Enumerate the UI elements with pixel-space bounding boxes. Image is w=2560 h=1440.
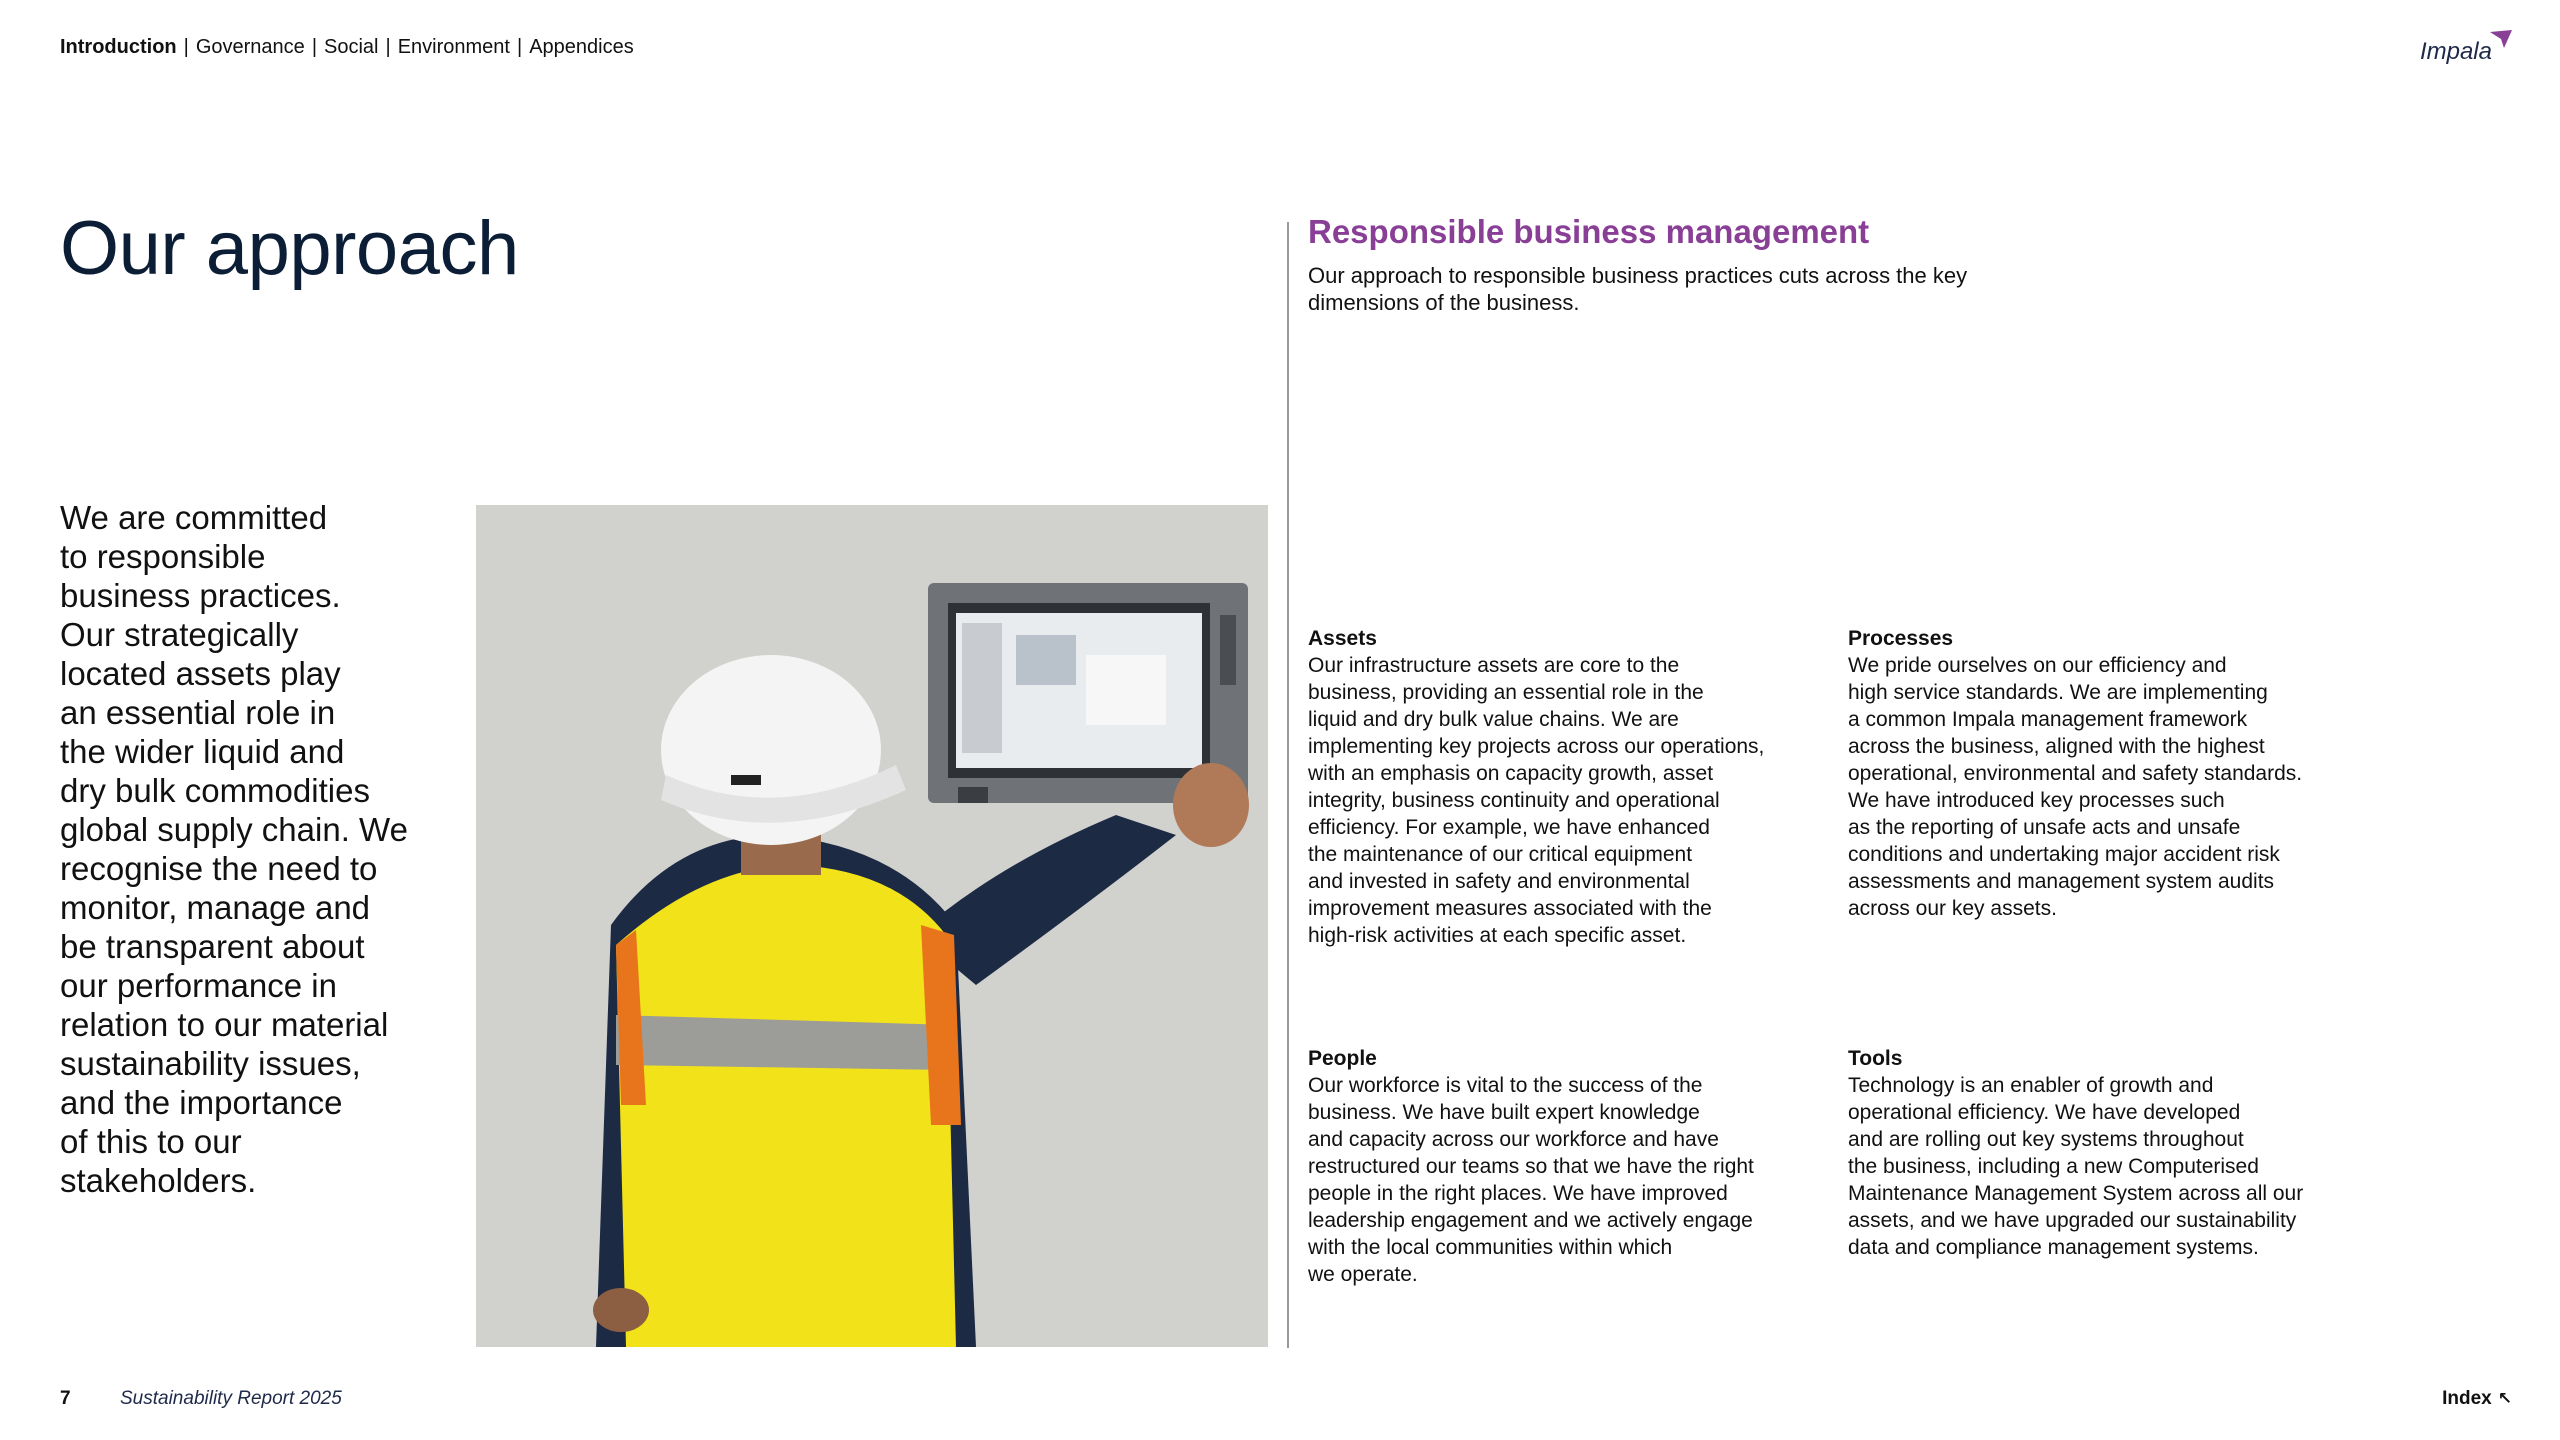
- nav-separator: |: [183, 36, 189, 58]
- tools-block: [1848, 1045, 2368, 1261]
- processes-heading: Processes: [1848, 627, 1954, 650]
- page-number: 7: [60, 1388, 71, 1409]
- processes-block: [1848, 625, 2368, 922]
- nav-separator: |: [516, 36, 523, 58]
- index-label: Index: [2442, 1388, 2492, 1409]
- arrow-up-left-icon: ↖: [2497, 1389, 2512, 1408]
- nav-separator: |: [311, 36, 318, 58]
- nav-social[interactable]: Social: [324, 36, 379, 58]
- column-divider: [1287, 222, 1289, 1348]
- processes-body: We pride ourselves on our efficiency and high service standards. We are implementing a common Impala management framework across the business, aligned with the highest operational, environmental and safety standards. We have introduced key processes such as the reporting of unsafe acts and unsafe conditions and undertaking major accident risk assessments and management system audits across our key assets.: [1848, 654, 2303, 920]
- logo-mark-icon: [2490, 30, 2512, 48]
- assets-body: Our infrastructure assets are core to the business, providing an essential role in the liquid and dry bulk value chains. We are implementing key projects across our operations, with an emphasis on capacity growth, asset integrity, business continuity and operational efficiency. For example, we have enhanced the maintenance of our critical equipment and invested in safety and environmental improvement measures associated with the high-risk activities at each specific asset.: [1308, 654, 1765, 947]
- section-title: Responsible business management: [1308, 213, 1870, 250]
- assets-heading: Assets: [1308, 627, 1377, 650]
- nav-appendices[interactable]: Appendices: [529, 36, 634, 58]
- tools-heading: Tools: [1848, 1047, 1903, 1070]
- tools-body: Technology is an enabler of growth and operational efficiency. We have developed and are rolling out key systems throughout the business, including a new Computerised Maintenance Management System across all our assets, and we have upgraded our sustainability data and compliance management systems.: [1848, 1074, 2304, 1259]
- worker-at-control-panel-image: [476, 505, 1268, 1347]
- assets-block: [1308, 625, 1828, 949]
- people-body: Our workforce is vital to the success of the business. We have built expert knowledge and capacity across our workforce and have restructured our teams so that we have the right people in the right places. We have improved leadership engagement and we actively engage with the local communities within which we operate.: [1308, 1074, 1754, 1286]
- nav-governance[interactable]: Governance: [195, 36, 305, 58]
- nav-environment[interactable]: Environment: [397, 36, 510, 58]
- people-heading: People: [1308, 1047, 1377, 1070]
- logo-wordmark: Impala: [2419, 38, 2492, 65]
- section-intro: Our approach to responsible business practices cuts across the key dimensions of the business.: [1308, 263, 1968, 315]
- impala-logo: [2419, 30, 2512, 70]
- page-title: Our approach: [60, 206, 519, 291]
- section-nav: [60, 36, 634, 59]
- lead-paragraph: We are committed to responsible business practices. Our strategically located assets play an essential role in the wider liquid and dry bulk commodities global supply chain. We recognise the need to monitor, manage and be transparent about our performance in relation to our material sustainability issues, and the importance of this to our stakeholders.: [60, 499, 408, 1199]
- people-block: [1308, 1045, 1828, 1288]
- nav-introduction[interactable]: Introduction: [60, 36, 177, 58]
- nav-separator: |: [385, 36, 391, 58]
- worker-photo: [476, 505, 1268, 1347]
- index-link[interactable]: [2442, 1388, 2512, 1410]
- report-name: Sustainability Report 2025: [120, 1388, 342, 1409]
